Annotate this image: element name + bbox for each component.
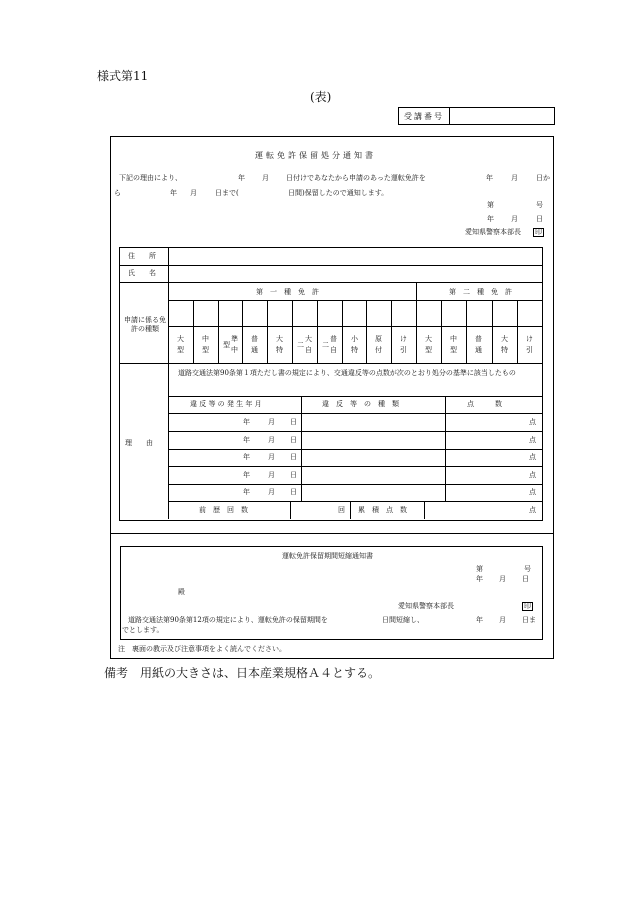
name-label: 氏 名 — [128, 269, 156, 277]
reason-row-month: 月 — [268, 488, 275, 496]
col-points-header: 点 数 — [467, 400, 502, 408]
first-license-4[interactable]: 大特 — [275, 335, 284, 357]
first-license-5[interactable]: 大自二 — [296, 335, 313, 357]
first-license-3[interactable]: 普通 — [250, 335, 259, 357]
first-license-6[interactable]: 普自二 — [321, 335, 338, 357]
side-label: (表) — [310, 90, 332, 104]
form-number: 様式第11 — [97, 69, 149, 83]
first-license-0[interactable]: 大型 — [176, 335, 185, 357]
notice-intro-2-rest: 日間)保留したので通知します。 — [288, 189, 389, 197]
cumulative-label: 累 積 点 数 — [358, 506, 407, 514]
notice-seal-icon: 印 — [535, 228, 542, 236]
notice-issuer: 愛知県警察本部長 — [465, 228, 521, 236]
reason-row-year: 年 — [243, 471, 250, 479]
notice-day2: 日か — [536, 174, 550, 182]
prior-count-label: 前 歴 回 数 — [199, 506, 248, 514]
reason-text: 道路交通法第90条第１項ただし書の規定により、交通違反等の点数が次のとおり処分の基準に該当したもの — [178, 369, 516, 377]
remark: 備考 用紙の大きさは、日本産業規格Ａ４とする。 — [104, 666, 381, 680]
shortening-body-2: でとします。 — [122, 626, 164, 634]
col-date-header: 違 反 等 の 発 生 年 月 — [190, 400, 262, 408]
shortening-body-month: 月 — [499, 616, 506, 624]
shortening-date-year: 年 — [476, 575, 483, 583]
first-license-9[interactable]: け引 — [399, 335, 408, 357]
second-license-3[interactable]: 大特 — [500, 335, 509, 357]
receipt-number-field[interactable] — [450, 108, 554, 124]
reason-row-month: 月 — [268, 418, 275, 426]
notice-no-label: 第 — [487, 201, 494, 209]
shortening-dono: 殿 — [178, 588, 185, 596]
shortening-title: 運転免許保留期間短縮通知書 — [282, 552, 373, 560]
cumulative-unit: 点 — [529, 506, 536, 514]
second-license-4[interactable]: け引 — [525, 335, 534, 357]
reason-row-year: 年 — [243, 418, 250, 426]
reason-row-day: 日 — [290, 471, 297, 479]
reason-row-year: 年 — [243, 488, 250, 496]
notice-month: 月 — [262, 174, 269, 182]
notice-year: 年 — [238, 174, 245, 182]
footnote: 注 裏面の教示及び注意事項をよく読んでください。 — [118, 645, 286, 653]
name-field[interactable] — [170, 267, 540, 281]
notice-year2: 年 — [486, 174, 493, 182]
reason-row-points: 点 — [529, 488, 536, 496]
reason-row-points: 点 — [529, 436, 536, 444]
reason-row-month: 月 — [268, 471, 275, 479]
shortening-body-until: 日ま — [522, 616, 536, 624]
second-license-0[interactable]: 大型 — [424, 335, 433, 357]
reason-row-day: 日 — [290, 418, 297, 426]
reason-row-year: 年 — [243, 436, 250, 444]
notice-date-month: 月 — [511, 215, 518, 223]
second-license-1[interactable]: 中型 — [449, 335, 458, 357]
reason-row-points: 点 — [529, 418, 536, 426]
shortening-seal-icon: 印 — [524, 602, 531, 610]
address-label: 住 所 — [128, 252, 156, 260]
notice-date-day: 日 — [536, 215, 543, 223]
address-field[interactable] — [170, 249, 540, 264]
shortening-body-year: 年 — [476, 616, 483, 624]
first-license-7[interactable]: 小特 — [350, 335, 359, 357]
license-kind-label: 申請に係る免許の種類 — [124, 316, 166, 334]
notice-day-text: 日付けであなたから申請のあった運転免許を — [286, 174, 426, 182]
reason-row-month: 月 — [268, 453, 275, 461]
shortening-date-month: 月 — [499, 575, 506, 583]
notice-intro-1: 下記の理由により、 — [119, 174, 182, 182]
reason-row-day: 日 — [290, 488, 297, 496]
second-class-header: 第 二 種 免 許 — [449, 288, 512, 296]
notice-intro-2-start: ら — [114, 189, 121, 197]
shortening-no-label: 第 — [476, 565, 483, 573]
notice-month2: 月 — [511, 174, 518, 182]
first-license-2[interactable]: 準中型 — [222, 335, 239, 357]
reason-row-points: 点 — [529, 471, 536, 479]
notice-no-suffix: 号 — [536, 201, 543, 209]
notice-title: 運転免許保留処分通知書 — [255, 151, 376, 160]
first-license-8[interactable]: 原付 — [374, 335, 383, 357]
shortening-date-day: 日 — [522, 575, 529, 583]
notice-intro-2-month: 月 — [190, 189, 197, 197]
shortening-no-suffix: 号 — [524, 565, 531, 573]
shortening-issuer: 愛知県警察本部長 — [398, 602, 454, 610]
reason-row-year: 年 — [243, 453, 250, 461]
shortening-body-days: 日間短縮し、 — [382, 616, 424, 624]
first-license-1[interactable]: 中型 — [201, 335, 210, 357]
receipt-number-box — [398, 107, 555, 125]
col-kind-header: 違 反 等 の 種 類 — [322, 400, 399, 408]
reason-row-month: 月 — [268, 436, 275, 444]
reason-label: 理 由 — [125, 439, 153, 447]
first-class-header: 第 一 種 免 許 — [256, 288, 319, 296]
prior-count-unit: 回 — [338, 506, 345, 514]
notice-intro-2-until: 日まで( — [215, 189, 239, 197]
reason-row-day: 日 — [290, 453, 297, 461]
notice-date-year: 年 — [487, 215, 494, 223]
reason-row-points: 点 — [529, 453, 536, 461]
notice-intro-2-year: 年 — [170, 189, 177, 197]
shortening-body-1: 道路交通法第90条第12項の規定により、運転免許の保留期間を — [128, 616, 328, 624]
second-license-2[interactable]: 普通 — [474, 335, 483, 357]
reason-row-day: 日 — [290, 436, 297, 444]
receipt-number-label: 受講番号 — [399, 108, 450, 124]
